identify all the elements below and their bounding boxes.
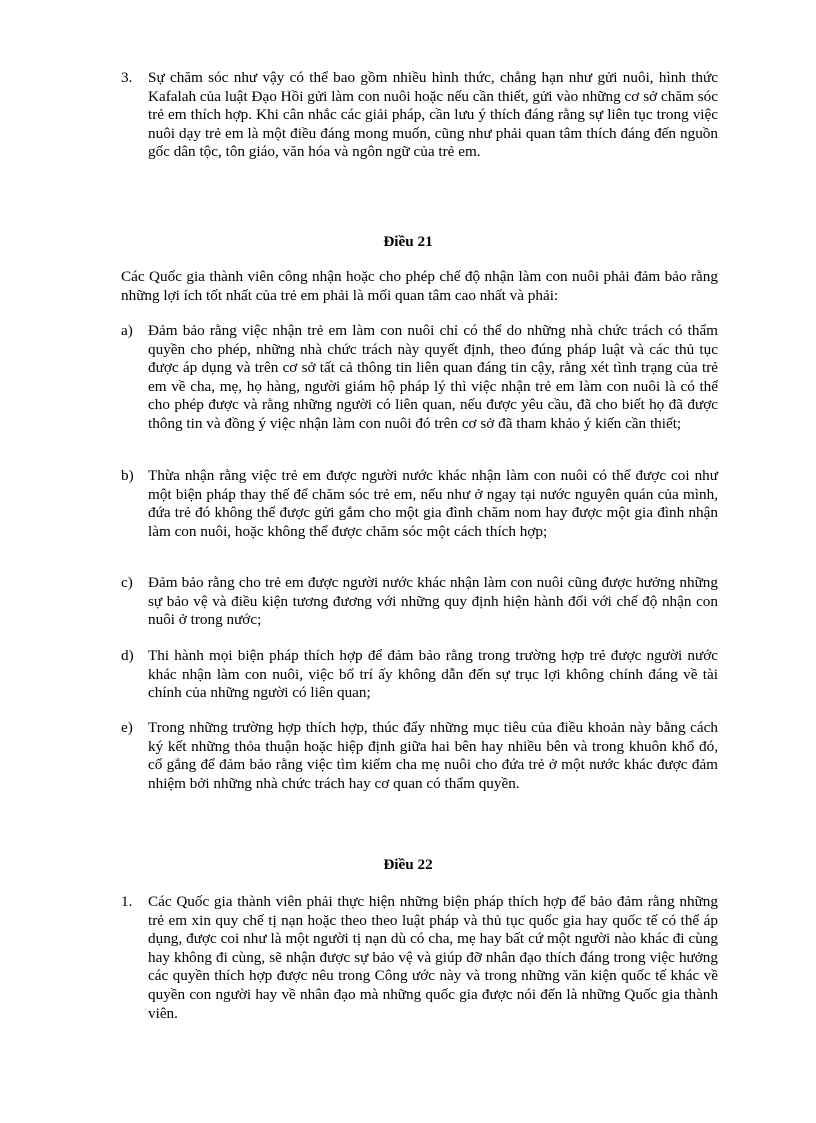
list-item-a: [121, 322, 718, 434]
list-marker: b): [121, 467, 134, 484]
list-item-3: [121, 69, 718, 162]
list-item-1: [121, 893, 718, 1023]
list-item-text: Thi hành mọi biện pháp thích hợp để đảm bảo rằng trong trường hợp trẻ được người nước khác nhận làm con nuôi, việc bố trí ấy không dẫn đến sự trục lợi không chính đáng về tài chính của những người có liên quan;: [148, 647, 718, 702]
list-item-text: Thừa nhận rằng việc trẻ em được người nước khác nhận làm con nuôi có thể được coi như một biện pháp thay thế để chăm sóc trẻ em, nếu như ở ngay tại nước nguyên quán của mình, đứa trẻ đó không thể được gửi gắm cho một gia đình chăm nom hay được một gia đình nhận làm con nuôi, hoặc không thể được chăm sóc một cách thích hợp;: [148, 467, 718, 540]
list-item-b: [121, 467, 718, 541]
article-21-heading: Điều 21: [383, 233, 433, 250]
list-item-text: Đảm bảo rằng cho trẻ em được người nước khác nhận làm con nuôi cũng được hưởng những sự bảo vệ và điều kiện tương đương với những quy định hiện hành đối với chế độ nhận con nuôi ở trong nước;: [148, 574, 718, 629]
list-marker: c): [121, 574, 133, 591]
list-item-c: [121, 574, 718, 630]
list-marker: e): [121, 719, 133, 736]
list-item-text: Sự chăm sóc như vậy có thể bao gồm nhiều hình thức, chẳng hạn như gửi nuôi, hình thức Kafalah của luật Đạo Hồi gửi làm con nuôi hoặc nếu cần thiết, gửi vào những cơ sở chăm sóc trẻ em thích hợp. Khi cân nhắc các giải pháp, cần lưu ý thích đáng rằng sự liên tục trong việc nuôi dạy trẻ em là một điều đáng mong muốn, cũng như phải quan tâm thích đáng đến nguồn gốc dân tộc, tôn giáo, văn hóa và ngôn ngữ của trẻ em.: [148, 69, 718, 161]
article-22-heading: Điều 22: [383, 856, 433, 873]
list-marker: 3.: [121, 69, 133, 86]
list-item-text: Đảm bảo rằng việc nhận trẻ em làm con nuôi chỉ có thể do những nhà chức trách có thẩm quyền cho phép, những nhà chức trách này quyết định, theo đúng pháp luật và các thủ tục được áp dụng và trên cơ sở tất cả thông tin liên quan đáng tin cậy, rằng xét tình trạng của trẻ em về cha, mẹ, họ hàng, người giám hộ pháp lý thì việc nhận trẻ em làm con nuôi là có thể cho phép được và rằng những người có liên quan, nếu được yêu cầu, đã cho biết họ đã được thông tin và đồng ý việc nhận làm con nuôi đó trên cơ sở đã tham khảo ý kiến cần thiết;: [148, 322, 718, 432]
list-item-d: [121, 647, 718, 703]
list-item-text: Trong những trường hợp thích hợp, thúc đẩy những mục tiêu của điều khoản này bằng cách ký kết những thỏa thuận hoặc hiệp định giữa hai bên hay nhiều bên và trong khuôn khổ đó, cố gắng để đảm bảo rằng việc tìm kiếm cha mẹ nuôi cho đứa trẻ ở một nước khác được đảm nhiệm bởi những nhà chức trách hay cơ quan có thẩm quyền.: [148, 719, 718, 792]
list-marker: a): [121, 322, 133, 339]
list-marker: d): [121, 647, 134, 664]
list-item-text: Các Quốc gia thành viên phải thực hiện những biện pháp thích hợp để bảo đảm rằng những trẻ em xin quy chế tị nạn hoặc theo theo luật pháp và thủ tục quốc gia hay quốc tế có thể áp dụng, được coi như là một người tị nạn dù có cha, mẹ hay bất cứ một người nào khác đi cùng hay không đi cùng, sẽ nhận được sự bảo vệ và giúp đỡ nhân đạo thích đáng trong việc hưởng các quyền thích hợp được nêu trong Công ước này và trong những văn kiện quốc tế khác về quyền con người hay về nhân đạo mà những quốc gia được nói đến là những Quốc gia thành viên.: [148, 893, 718, 1022]
list-marker: 1.: [121, 893, 133, 910]
article-21-intro: Các Quốc gia thành viên công nhận hoặc cho phép chế độ nhận làm con nuôi phải đảm bảo rằng những lợi ích tốt nhất của trẻ em phải là mối quan tâm cao nhất và phải:: [121, 268, 718, 304]
list-item-e: [121, 719, 718, 793]
